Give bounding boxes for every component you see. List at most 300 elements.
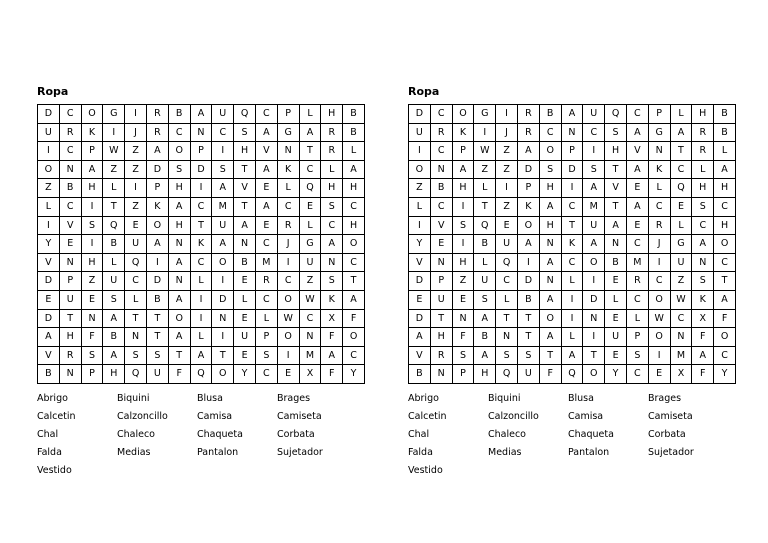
grid-cell: Q [496,253,518,272]
grid-cell: I [125,179,147,198]
grid-cell: R [146,105,168,124]
grid-cell: O [648,328,670,347]
grid-cell: A [605,216,627,235]
grid-cell: T [539,346,561,365]
grid-cell: C [168,123,190,142]
grid-cell: N [234,235,256,254]
grid-cell: N [321,253,343,272]
grid-cell: Z [496,142,518,161]
grid-cell: U [125,235,147,254]
word-item: Calcetin [408,410,447,422]
grid-cell: O [714,235,736,254]
grid-cell: O [146,216,168,235]
grid-cell: H [343,216,365,235]
grid-cell: N [496,328,518,347]
grid-cell: H [321,179,343,198]
grid-cell: O [343,328,365,347]
grid-cell: H [59,328,81,347]
grid-cell: L [670,216,692,235]
word-item: Medias [488,446,522,458]
grid-cell: C [561,253,583,272]
grid-cell: C [626,365,648,384]
grid-cell: B [168,105,190,124]
grid-row [409,179,736,198]
grid-cell: Z [496,160,518,179]
grid-cell: U [146,365,168,384]
grid-cell: F [692,328,714,347]
grid-cell: A [103,309,125,328]
grid-cell: N [539,235,561,254]
grid-cell: S [626,346,648,365]
grid-cell: R [59,346,81,365]
grid-cell: L [474,253,496,272]
grid-cell: E [670,197,692,216]
grid-cell: C [190,253,212,272]
grid-cell: U [103,272,125,291]
grid-cell: T [103,197,125,216]
grid-cell: I [277,346,299,365]
grid-cell: E [38,290,60,309]
grid-cell: Q [125,365,147,384]
grid-cell: Q [234,105,256,124]
grid-cell: O [539,309,561,328]
grid-cell: Y [38,235,60,254]
word-item: Chal [408,428,430,440]
grid-cell: A [234,216,256,235]
grid-cell: S [81,216,103,235]
grid-cell: W [648,309,670,328]
grid-cell: S [605,123,627,142]
grid-cell: C [430,142,452,161]
grid-cell: Z [474,160,496,179]
grid-row [38,197,365,216]
grid-cell: B [409,365,431,384]
grid-cell: P [190,142,212,161]
grid-cell: I [474,123,496,142]
grid-row [38,328,365,347]
grid-cell: N [59,160,81,179]
grid-cell: C [670,160,692,179]
grid-cell: X [692,309,714,328]
grid-cell: Z [125,160,147,179]
grid-cell: C [343,346,365,365]
word-item: Camisa [568,410,604,422]
grid-cell: B [59,179,81,198]
grid-cell: Q [670,179,692,198]
grid-cell: F [452,328,474,347]
grid-cell: O [583,365,605,384]
grid-cell: R [517,123,539,142]
grid-row [38,235,365,254]
grid-cell: C [692,216,714,235]
grid-cell: I [190,290,212,309]
grid-cell: U [474,272,496,291]
grid-cell: A [190,346,212,365]
grid-cell: N [168,235,190,254]
grid-row [409,309,736,328]
grid-cell: R [321,123,343,142]
grid-cell: H [168,216,190,235]
grid-cell: B [605,253,627,272]
grid-cell: I [561,290,583,309]
word-item: Falda [408,446,433,458]
grid-cell: E [234,346,256,365]
grid-cell: S [255,346,277,365]
grid-cell: F [714,309,736,328]
grid-cell: Y [605,365,627,384]
grid-cell: I [648,253,670,272]
grid-cell: Q [190,365,212,384]
grid-cell: I [561,309,583,328]
grid-cell: N [670,328,692,347]
grid-cell: T [605,160,627,179]
grid-cell: F [692,365,714,384]
grid-cell: A [168,290,190,309]
grid-cell: W [474,142,496,161]
word-item: Pantalon [197,446,239,458]
grid-cell: H [714,179,736,198]
grid-cell: L [692,160,714,179]
grid-cell: C [255,235,277,254]
grid-cell: S [321,272,343,291]
grid-cell: U [430,290,452,309]
grid-cell: E [299,197,321,216]
grid-cell: T [496,309,518,328]
grid-cell: O [212,365,234,384]
word-item: Corbata [277,428,315,440]
grid-cell: C [277,197,299,216]
grid-cell: S [692,197,714,216]
grid-cell: M [670,346,692,365]
grid-cell: C [59,197,81,216]
grid-row [38,346,365,365]
grid-cell: J [496,123,518,142]
grid-cell: I [212,328,234,347]
grid-cell: C [430,105,452,124]
grid-cell: E [605,272,627,291]
grid-cell: A [146,235,168,254]
grid-cell: S [452,216,474,235]
grid-cell: C [626,105,648,124]
grid-cell: K [561,235,583,254]
grid-cell: E [81,290,103,309]
grid-cell: Q [299,179,321,198]
grid-cell: W [299,290,321,309]
grid-cell: L [299,105,321,124]
grid-cell: A [626,197,648,216]
grid-cell: S [517,346,539,365]
grid-cell: T [212,346,234,365]
grid-cell: B [539,105,561,124]
grid-cell: B [103,235,125,254]
grid-cell: S [496,346,518,365]
grid-row [409,346,736,365]
word-item: Chaqueta [197,428,243,440]
grid-cell: N [561,123,583,142]
grid-cell: N [430,365,452,384]
grid-cell: B [234,253,256,272]
grid-cell: I [277,253,299,272]
grid-cell: I [496,105,518,124]
grid-cell: E [409,290,431,309]
grid-cell: N [299,328,321,347]
word-item: Camiseta [648,410,693,422]
grid-cell: I [583,328,605,347]
grid-cell: V [409,346,431,365]
grid-cell: Y [409,235,431,254]
grid-cell: L [190,328,212,347]
grid-cell: G [299,235,321,254]
grid-cell: B [103,328,125,347]
grid-cell: T [234,160,256,179]
grid-cell: A [103,346,125,365]
grid-cell: I [125,105,147,124]
puzzle-title: Ropa [37,85,69,98]
grid-cell: X [299,365,321,384]
grid-cell: F [168,365,190,384]
grid-cell: O [38,160,60,179]
grid-cell: S [103,290,125,309]
grid-row [409,365,736,384]
grid-cell: A [190,105,212,124]
letter-grid [37,104,365,384]
word-item: Corbata [648,428,686,440]
grid-cell: U [59,290,81,309]
grid-cell: C [626,235,648,254]
grid-cell: O [517,216,539,235]
grid-cell: E [648,365,670,384]
grid-cell: S [452,346,474,365]
grid-cell: C [561,197,583,216]
grid-cell: L [474,179,496,198]
grid-cell: A [255,123,277,142]
grid-cell: C [714,197,736,216]
grid-cell: H [714,216,736,235]
grid-row [38,160,365,179]
grid-cell: A [168,253,190,272]
word-item: Calzoncillo [488,410,539,422]
grid-cell: A [343,160,365,179]
grid-cell: E [496,216,518,235]
word-item: Chaleco [117,428,155,440]
grid-cell: X [321,309,343,328]
grid-cell: C [648,272,670,291]
grid-cell: L [626,309,648,328]
word-item: Biquini [488,392,521,404]
grid-cell: P [452,142,474,161]
grid-cell: A [212,179,234,198]
grid-cell: T [146,309,168,328]
grid-cell: A [299,123,321,142]
grid-cell: U [212,105,234,124]
grid-cell: Z [496,197,518,216]
grid-cell: I [190,179,212,198]
grid-cell: C [59,105,81,124]
grid-row [409,105,736,124]
grid-cell: L [561,328,583,347]
grid-cell: Z [38,179,60,198]
grid-cell: C [59,142,81,161]
grid-cell: I [583,142,605,161]
grid-cell: P [81,365,103,384]
grid-cell: K [452,123,474,142]
grid-cell: B [714,123,736,142]
grid-cell: Q [103,216,125,235]
grid-row [38,216,365,235]
grid-row [38,290,365,309]
grid-cell: U [38,123,60,142]
grid-cell: N [539,272,561,291]
grid-cell: T [517,309,539,328]
grid-cell: L [190,272,212,291]
grid-cell: C [255,365,277,384]
grid-cell: L [277,179,299,198]
grid-cell: H [81,179,103,198]
grid-cell: W [670,290,692,309]
grid-cell: H [430,328,452,347]
word-item: Biquini [117,392,150,404]
grid-cell: S [125,346,147,365]
grid-cell: S [321,197,343,216]
grid-cell: A [714,160,736,179]
grid-cell: T [190,216,212,235]
grid-cell: L [103,253,125,272]
grid-cell: C [714,346,736,365]
grid-cell: R [255,272,277,291]
grid-cell: N [277,142,299,161]
grid-cell: N [692,253,714,272]
grid-cell: B [343,123,365,142]
grid-cell: K [321,290,343,309]
grid-cell: B [474,235,496,254]
grid-cell: C [299,309,321,328]
grid-cell: D [409,309,431,328]
grid-cell: C [583,123,605,142]
grid-cell: Z [670,272,692,291]
grid-row [38,272,365,291]
grid-cell: O [343,235,365,254]
grid-cell: T [299,142,321,161]
grid-cell: H [168,179,190,198]
grid-cell: U [583,216,605,235]
grid-row [409,123,736,142]
grid-cell: B [474,328,496,347]
grid-cell: I [409,142,431,161]
grid-cell: V [59,216,81,235]
word-item: Calzoncillo [117,410,168,422]
word-item: Calcetin [37,410,76,422]
grid-cell: H [692,179,714,198]
grid-cell: U [234,328,256,347]
grid-cell: Q [496,365,518,384]
grid-cell: S [583,160,605,179]
grid-cell: Q [474,216,496,235]
grid-cell: V [234,179,256,198]
grid-cell: D [409,105,431,124]
grid-cell: N [59,365,81,384]
grid-cell: M [626,253,648,272]
grid-cell: R [648,216,670,235]
grid-row [409,216,736,235]
grid-cell: L [561,272,583,291]
grid-cell: L [103,179,125,198]
grid-cell: P [452,365,474,384]
word-item: Chal [37,428,59,440]
grid-cell: Y [343,365,365,384]
grid-cell: L [125,290,147,309]
grid-cell: A [343,290,365,309]
grid-cell: C [670,309,692,328]
grid-cell: F [343,309,365,328]
grid-cell: S [234,123,256,142]
grid-cell: D [146,160,168,179]
grid-cell: F [81,328,103,347]
word-list [37,390,365,480]
grid-cell: S [692,272,714,291]
grid-cell: I [190,309,212,328]
grid-cell: L [299,216,321,235]
grid-cell: Z [103,160,125,179]
grid-cell: D [517,160,539,179]
grid-cell: K [190,235,212,254]
grid-cell: F [321,328,343,347]
grid-cell: C [299,160,321,179]
grid-cell: V [38,253,60,272]
word-item: Falda [37,446,62,458]
grid-cell: I [146,253,168,272]
grid-cell: O [452,105,474,124]
grid-cell: O [81,105,103,124]
grid-row [409,142,736,161]
grid-cell: B [517,290,539,309]
grid-cell: M [255,253,277,272]
grid-cell: H [452,253,474,272]
grid-cell: C [255,290,277,309]
grid-cell: J [277,235,299,254]
grid-cell: E [255,216,277,235]
grid-cell: B [430,179,452,198]
grid-cell: A [255,160,277,179]
grid-cell: H [234,142,256,161]
grid-cell: T [234,197,256,216]
grid-cell: A [146,142,168,161]
grid-cell: Q [605,105,627,124]
grid-cell: T [670,142,692,161]
grid-row [38,179,365,198]
grid-cell: A [692,235,714,254]
grid-cell: G [670,235,692,254]
grid-cell: C [321,216,343,235]
grid-cell: I [452,235,474,254]
grid-cell: K [146,197,168,216]
grid-cell: S [146,346,168,365]
word-item: Chaqueta [568,428,614,440]
grid-row [409,328,736,347]
grid-cell: D [190,160,212,179]
grid-cell: O [168,309,190,328]
grid-cell: B [343,105,365,124]
grid-cell: C [648,197,670,216]
grid-cell: E [59,235,81,254]
word-item: Camisa [197,410,233,422]
grid-cell: T [474,197,496,216]
grid-cell: Z [125,197,147,216]
word-list [408,390,736,480]
grid-cell: L [409,197,431,216]
grid-cell: P [255,328,277,347]
grid-cell: P [430,272,452,291]
grid-cell: E [255,179,277,198]
